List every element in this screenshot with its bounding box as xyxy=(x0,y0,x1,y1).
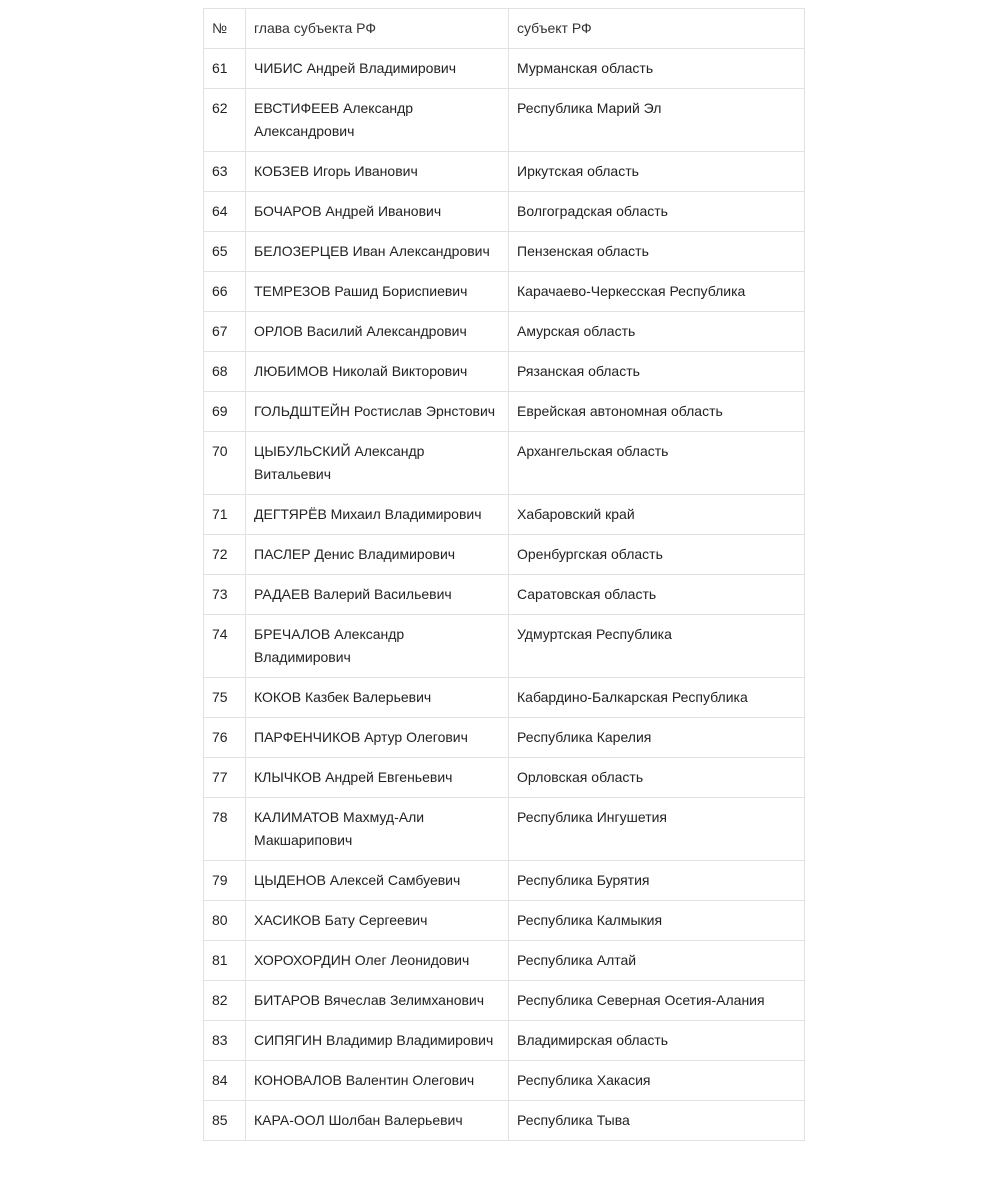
table-body xyxy=(204,49,805,1141)
subject-name: Хабаровский край xyxy=(509,495,805,535)
row-number: 79 xyxy=(204,861,246,901)
row-number: 65 xyxy=(204,232,246,272)
head-name: СИПЯГИН Владимир Владимирович xyxy=(246,1021,509,1061)
row-number: 78 xyxy=(204,798,246,861)
table-row xyxy=(204,49,805,89)
subject-name: Саратовская область xyxy=(509,575,805,615)
subject-name: Архангельская область xyxy=(509,432,805,495)
head-name: ДЕГТЯРЁВ Михаил Владимирович xyxy=(246,495,509,535)
head-name: БРЕЧАЛОВ Александр Владимирович xyxy=(246,615,509,678)
head-name: КАРА-ООЛ Шолбан Валерьевич xyxy=(246,1101,509,1141)
row-number: 82 xyxy=(204,981,246,1021)
row-number: 72 xyxy=(204,535,246,575)
table-row xyxy=(204,798,805,861)
row-number: 75 xyxy=(204,678,246,718)
head-name: ЦЫДЕНОВ Алексей Самбуевич xyxy=(246,861,509,901)
head-name: КЛЫЧКОВ Андрей Евгеньевич xyxy=(246,758,509,798)
table-row xyxy=(204,861,805,901)
head-name: ХОРОХОРДИН Олег Леонидович xyxy=(246,941,509,981)
head-name: ГОЛЬДШТЕЙН Ростислав Эрнстович xyxy=(246,392,509,432)
table-row xyxy=(204,312,805,352)
head-name: КАЛИМАТОВ Махмуд-Али Макшарипович xyxy=(246,798,509,861)
row-number: 71 xyxy=(204,495,246,535)
table-row xyxy=(204,192,805,232)
head-name: РАДАЕВ Валерий Васильевич xyxy=(246,575,509,615)
subject-name: Республика Карелия xyxy=(509,718,805,758)
subject-name: Мурманская область xyxy=(509,49,805,89)
row-number: 83 xyxy=(204,1021,246,1061)
table-row xyxy=(204,981,805,1021)
subject-name: Еврейская автономная область xyxy=(509,392,805,432)
row-number: 62 xyxy=(204,89,246,152)
subject-name: Волгоградская область xyxy=(509,192,805,232)
head-name: ЛЮБИМОВ Николай Викторович xyxy=(246,352,509,392)
row-number: 84 xyxy=(204,1061,246,1101)
row-number: 73 xyxy=(204,575,246,615)
table-row xyxy=(204,392,805,432)
row-number: 80 xyxy=(204,901,246,941)
row-number: 76 xyxy=(204,718,246,758)
head-name: КОКОВ Казбек Валерьевич xyxy=(246,678,509,718)
table-row xyxy=(204,615,805,678)
subject-name: Республика Северная Осетия-Алания xyxy=(509,981,805,1021)
table-row xyxy=(204,535,805,575)
subject-name: Кабардино-Балкарская Республика xyxy=(509,678,805,718)
row-number: 70 xyxy=(204,432,246,495)
head-name: ЧИБИС Андрей Владимирович xyxy=(246,49,509,89)
subject-name: Республика Ингушетия xyxy=(509,798,805,861)
table-row xyxy=(204,1021,805,1061)
head-name: БОЧАРОВ Андрей Иванович xyxy=(246,192,509,232)
row-number: 81 xyxy=(204,941,246,981)
head-name: БЕЛОЗЕРЦЕВ Иван Александрович xyxy=(246,232,509,272)
table-row xyxy=(204,432,805,495)
table-row xyxy=(204,758,805,798)
column-header-head: глава субъекта РФ xyxy=(246,9,509,49)
head-name: ОРЛОВ Василий Александрович xyxy=(246,312,509,352)
table-row xyxy=(204,272,805,312)
table-row xyxy=(204,678,805,718)
row-number: 66 xyxy=(204,272,246,312)
head-name: БИТАРОВ Вячеслав Зелимханович xyxy=(246,981,509,1021)
head-name: ХАСИКОВ Бату Сергеевич xyxy=(246,901,509,941)
subject-name: Республика Алтай xyxy=(509,941,805,981)
table-row xyxy=(204,1061,805,1101)
subject-name: Орловская область xyxy=(509,758,805,798)
head-name: КОНОВАЛОВ Валентин Олегович xyxy=(246,1061,509,1101)
row-number: 67 xyxy=(204,312,246,352)
table-row xyxy=(204,352,805,392)
head-name: ПАРФЕНЧИКОВ Артур Олегович xyxy=(246,718,509,758)
table-row xyxy=(204,941,805,981)
governors-table xyxy=(203,8,805,1141)
row-number: 64 xyxy=(204,192,246,232)
table-row xyxy=(204,152,805,192)
subject-name: Оренбургская область xyxy=(509,535,805,575)
table-row xyxy=(204,89,805,152)
subject-name: Владимирская область xyxy=(509,1021,805,1061)
subject-name: Пензенская область xyxy=(509,232,805,272)
head-name: ЕВСТИФЕЕВ Александр Александрович xyxy=(246,89,509,152)
subject-name: Карачаево-Черкесская Республика xyxy=(509,272,805,312)
subject-name: Удмуртская Республика xyxy=(509,615,805,678)
table-header xyxy=(204,9,805,49)
subject-name: Республика Марий Эл xyxy=(509,89,805,152)
subject-name: Республика Тыва xyxy=(509,1101,805,1141)
head-name: ТЕМРЕЗОВ Рашид Бориспиевич xyxy=(246,272,509,312)
subject-name: Иркутская область xyxy=(509,152,805,192)
row-number: 68 xyxy=(204,352,246,392)
table-row xyxy=(204,901,805,941)
row-number: 63 xyxy=(204,152,246,192)
head-name: КОБЗЕВ Игорь Иванович xyxy=(246,152,509,192)
column-header-number: № xyxy=(204,9,246,49)
head-name: ЦЫБУЛЬСКИЙ Александр Витальевич xyxy=(246,432,509,495)
table-row xyxy=(204,232,805,272)
row-number: 61 xyxy=(204,49,246,89)
subject-name: Республика Бурятия xyxy=(509,861,805,901)
subject-name: Республика Хакасия xyxy=(509,1061,805,1101)
subject-name: Амурская область xyxy=(509,312,805,352)
row-number: 69 xyxy=(204,392,246,432)
table-row xyxy=(204,718,805,758)
table-row xyxy=(204,495,805,535)
head-name: ПАСЛЕР Денис Владимирович xyxy=(246,535,509,575)
table-row xyxy=(204,575,805,615)
row-number: 85 xyxy=(204,1101,246,1141)
header-row xyxy=(204,9,805,49)
row-number: 74 xyxy=(204,615,246,678)
table-row xyxy=(204,1101,805,1141)
row-number: 77 xyxy=(204,758,246,798)
subject-name: Республика Калмыкия xyxy=(509,901,805,941)
subject-name: Рязанская область xyxy=(509,352,805,392)
column-header-subject: субъект РФ xyxy=(509,9,805,49)
